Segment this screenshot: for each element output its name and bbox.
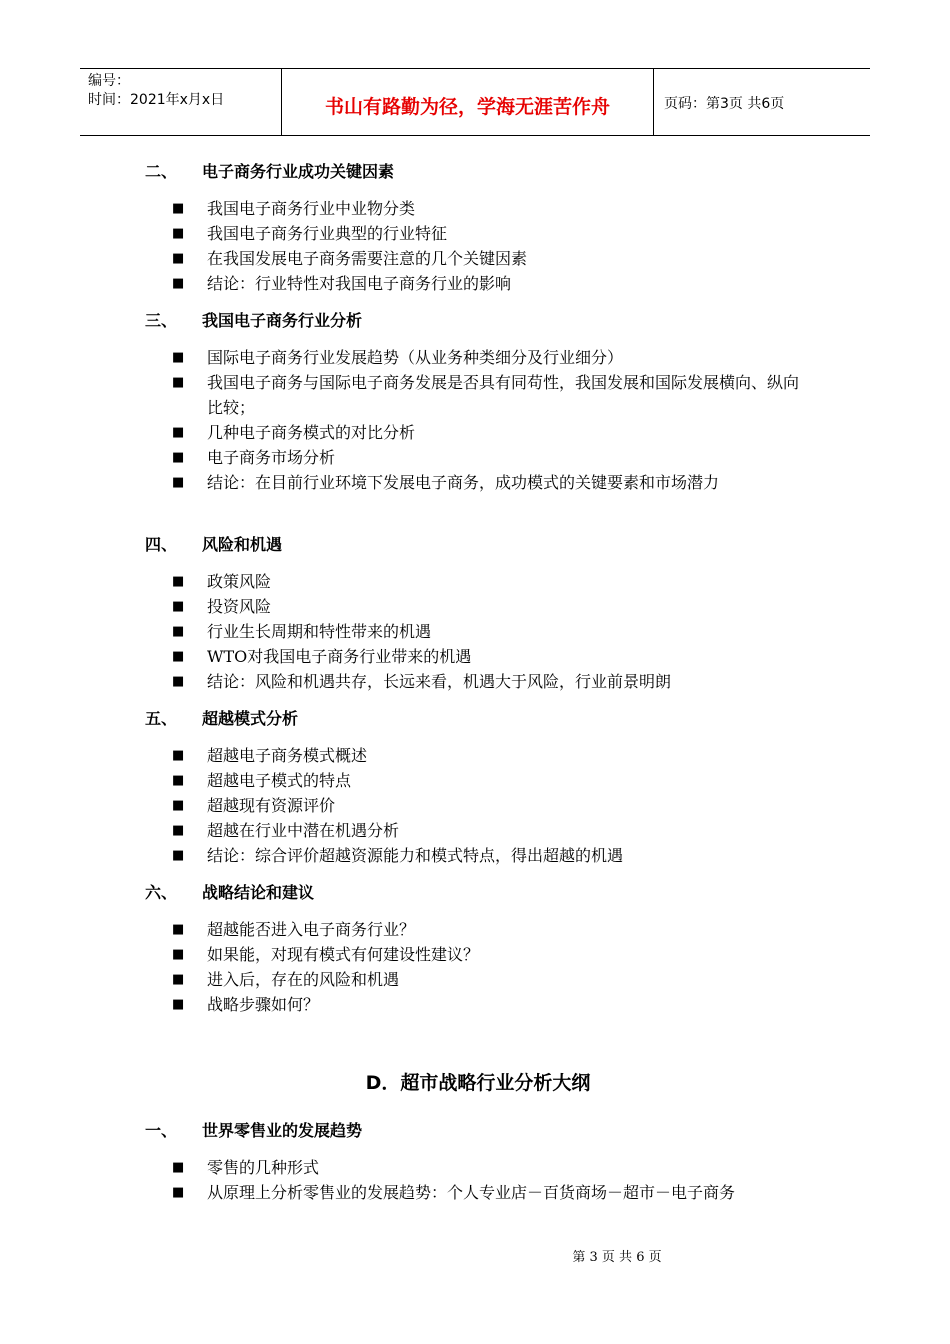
list-item: ■ WTO对我国电子商务行业带来的机遇 [172,644,812,669]
square-bullet-icon: ■ [172,649,185,664]
list-item: ■ 结论：综合评价超越资源能力和模式特点，得出超越的机遇 [172,843,812,868]
square-bullet-icon: ■ [172,972,185,987]
section-heading [145,534,282,556]
square-bullet-icon: ■ [172,276,185,291]
square-bullet-icon: ■ [172,251,185,266]
list-item: ■ 行业生长周期和特性带来的机遇 [172,619,812,644]
list-item: ■ 超越电子商务模式概述 [172,743,812,768]
list-item: ■ 零售的几种形式 [172,1155,812,1180]
page-header [80,68,870,136]
square-bullet-icon: ■ [172,475,185,490]
square-bullet-icon: ■ [172,823,185,838]
list-item: ■ 进入后，存在的风险和机遇 [172,967,812,992]
square-bullet-icon: ■ [172,425,185,440]
list-item: ■ 如果能，对现有模式有何建设性建议？ [172,942,812,967]
square-bullet-icon: ■ [172,1160,185,1175]
square-bullet-icon: ■ [172,375,185,390]
section-number: 六、 [145,883,178,902]
list-item: ■ 结论：在目前行业环境下发展电子商务，成功模式的关键要素和市场潜力 [172,470,812,495]
section-number: 五、 [145,709,178,728]
square-bullet-icon: ■ [172,674,185,689]
list-item: ■ 几种电子商务模式的对比分析 [172,420,812,445]
section-heading [145,161,394,183]
list-item: ■ 投资风险 [172,594,812,619]
header-meta-cell [80,69,282,135]
section-title: 我国电子商务行业分析 [202,311,363,330]
section-number: 二、 [145,162,178,181]
page-footer: 第 3 页 共 6 页 [572,1250,662,1265]
square-bullet-icon: ■ [172,599,185,614]
section-title: 世界零售业的发展趋势 [202,1121,363,1140]
list-item: ■ 结论：风险和机遇共存，长远来看，机遇大于风险，行业前景明朗 [172,669,812,694]
square-bullet-icon: ■ [172,798,185,813]
section-title: 超越模式分析 [202,709,299,728]
square-bullet-icon: ■ [172,748,185,763]
square-bullet-icon: ■ [172,574,185,589]
list-item: ■ 我国电子商务行业典型的行业特征 [172,221,812,246]
square-bullet-icon: ■ [172,624,185,639]
section-heading [145,882,314,904]
list-item: ■ 我国电子商务行业中业物分类 [172,196,812,221]
list-item: ■ 国际电子商务行业发展趋势（从业务种类细分及行业细分） [172,345,812,370]
square-bullet-icon: ■ [172,947,185,962]
section-heading [145,310,362,332]
square-bullet-icon: ■ [172,226,185,241]
square-bullet-icon: ■ [172,201,185,216]
section-title: 电子商务行业成功关键因素 [202,162,395,181]
square-bullet-icon: ■ [172,922,185,937]
square-bullet-icon: ■ [172,848,185,863]
list-item: ■ 政策风险 [172,569,812,594]
list-item: ■ 战略步骤如何？ [172,992,812,1017]
section-number: 一、 [145,1121,178,1140]
list-item: ■ 超越现有资源评价 [172,793,812,818]
list-item: ■ 电子商务市场分析 [172,445,812,470]
header-page-info: 页码：第3页 共6页 [664,96,785,112]
list-item: ■ 从原理上分析零售业的发展趋势：个人专业店－百货商场－超市－电子商务 [172,1180,812,1205]
section-title: 风险和机遇 [202,535,283,554]
list-item: ■ 超越能否进入电子商务行业？ [172,917,812,942]
section-number: 三、 [145,311,178,330]
section-number: 四、 [145,535,178,554]
header-number-label: 编号： [88,73,130,89]
list-item: ■ 我国电子商务与国际电子商务发展是否具有同苟性，我国发展和国际发展横向、纵向比较； [172,370,812,420]
chapter-title: D．超市战略行业分析大纲 [365,1072,591,1094]
list-item: ■ 结论：行业特性对我国电子商务行业的影响 [172,271,812,296]
list-item: ■ 在我国发展电子商务需要注意的几个关键因素 [172,246,812,271]
list-item: ■ 超越在行业中潜在机遇分析 [172,818,812,843]
header-time-label: 时间：2021年x月x日 [88,92,225,108]
square-bullet-icon: ■ [172,773,185,788]
square-bullet-icon: ■ [172,1185,185,1200]
section-heading [145,708,298,730]
list-item: ■ 超越电子模式的特点 [172,768,812,793]
section-heading [145,1120,362,1142]
square-bullet-icon: ■ [172,997,185,1012]
header-motto: 书山有路勤为径，学海无涯苦作舟 [282,69,654,135]
square-bullet-icon: ■ [172,350,185,365]
square-bullet-icon: ■ [172,450,185,465]
section-title: 战略结论和建议 [202,883,315,902]
